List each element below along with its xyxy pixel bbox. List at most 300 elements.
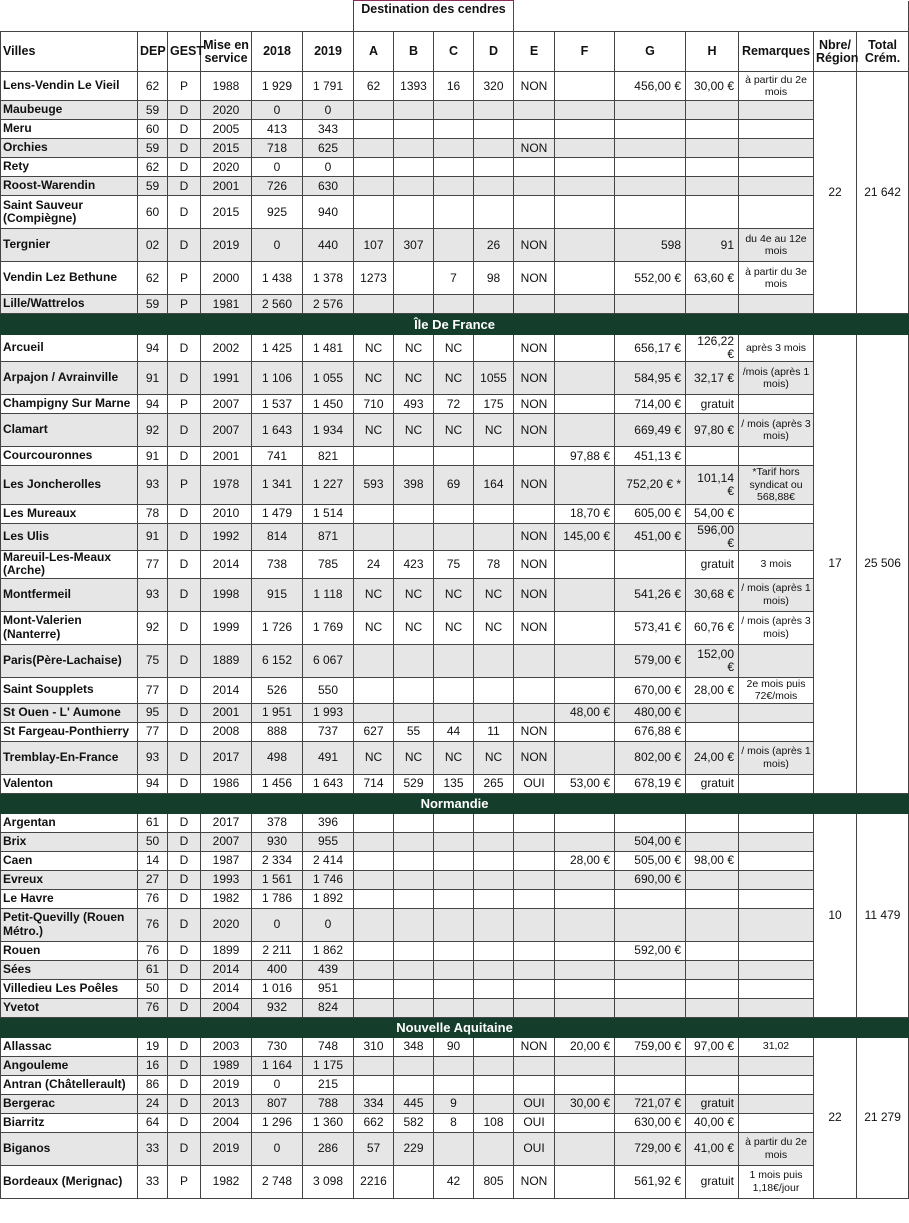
cell-c <box>434 447 474 466</box>
cell-gest: D <box>168 101 201 120</box>
cell-dep: 94 <box>138 335 168 362</box>
cell-mise: 2020 <box>201 908 252 941</box>
cell-g <box>615 139 686 158</box>
cell-b <box>394 908 434 941</box>
cell-g: 670,00 € <box>615 677 686 703</box>
cell-mise: 1889 <box>201 644 252 677</box>
cell-rem <box>739 1056 814 1075</box>
cell-y2018: 6 152 <box>252 644 303 677</box>
table-row <box>1 1075 909 1094</box>
cell-y2019: 951 <box>303 979 354 998</box>
cell-gest: D <box>168 158 201 177</box>
cell-e <box>514 889 555 908</box>
cell-d: NC <box>474 414 514 447</box>
cell-b <box>394 960 434 979</box>
cell-e <box>514 960 555 979</box>
cell-b: NC <box>394 578 434 611</box>
cell-f <box>555 335 615 362</box>
cell-g: 759,00 € <box>615 1037 686 1056</box>
cell-mise: 2000 <box>201 262 252 295</box>
cell-g: 721,07 € <box>615 1094 686 1113</box>
cell-city: Yvetot <box>1 998 138 1017</box>
region-nbre: 10 <box>814 813 857 1017</box>
cell-c <box>434 523 474 550</box>
col-villes: Villes <box>1 32 138 72</box>
cell-rem <box>739 177 814 196</box>
col-h: H <box>686 32 739 72</box>
cell-f <box>555 813 615 832</box>
cell-y2018: 738 <box>252 550 303 578</box>
cell-mise: 2004 <box>201 1113 252 1132</box>
cell-dep: 59 <box>138 139 168 158</box>
cell-b <box>394 523 434 550</box>
cell-d <box>474 908 514 941</box>
cell-b <box>394 832 434 851</box>
cell-e <box>514 1075 555 1094</box>
cell-h <box>686 101 739 120</box>
region-nbre: 22 <box>814 72 857 314</box>
cell-e: NON <box>514 523 555 550</box>
cell-g: 573,41 € <box>615 611 686 644</box>
cell-dep: 77 <box>138 677 168 703</box>
col-c: C <box>434 32 474 72</box>
cell-rem <box>739 998 814 1017</box>
cell-y2019: 2 414 <box>303 851 354 870</box>
col-total: Total Crém. <box>857 32 909 72</box>
cell-y2019: 439 <box>303 960 354 979</box>
cell-h <box>686 870 739 889</box>
cell-h <box>686 832 739 851</box>
cell-y2018: 718 <box>252 139 303 158</box>
cell-f <box>555 158 615 177</box>
cell-mise: 2002 <box>201 335 252 362</box>
cell-e: NON <box>514 741 555 774</box>
cell-rem: *Tarif hors syndicat ou 568,88€ <box>739 466 814 505</box>
cell-b <box>394 644 434 677</box>
cell-y2018: 0 <box>252 908 303 941</box>
cell-f <box>555 414 615 447</box>
cell-f <box>555 889 615 908</box>
cell-city: Allassac <box>1 1037 138 1056</box>
cell-rem <box>739 722 814 741</box>
cell-b <box>394 979 434 998</box>
cell-gest: D <box>168 979 201 998</box>
cell-city: Bordeaux (Merignac) <box>1 1165 138 1198</box>
cell-rem <box>739 1075 814 1094</box>
cell-y2019: 0 <box>303 158 354 177</box>
cell-g <box>615 1056 686 1075</box>
cell-d: 265 <box>474 774 514 793</box>
cell-rem: /mois (après 1 mois) <box>739 362 814 395</box>
cell-rem <box>739 395 814 414</box>
cell-dep: 59 <box>138 177 168 196</box>
cell-g <box>615 979 686 998</box>
cell-y2019: 1 791 <box>303 72 354 101</box>
cell-dep: 50 <box>138 979 168 998</box>
cell-city: Sées <box>1 960 138 979</box>
cell-h: 63,60 € <box>686 262 739 295</box>
cell-f <box>555 550 615 578</box>
cell-d <box>474 703 514 722</box>
table-row <box>1 229 909 262</box>
region-title: Île De France <box>1 314 909 335</box>
cell-y2018: 741 <box>252 447 303 466</box>
cell-h: 24,00 € <box>686 741 739 774</box>
cell-a: 2216 <box>354 1165 394 1198</box>
cell-g: 714,00 € <box>615 395 686 414</box>
cell-f <box>555 741 615 774</box>
cell-b <box>394 703 434 722</box>
cell-c <box>434 120 474 139</box>
cell-a: 662 <box>354 1113 394 1132</box>
cell-y2018: 1 537 <box>252 395 303 414</box>
cell-g: 678,19 € <box>615 774 686 793</box>
cell-e <box>514 101 555 120</box>
cell-b <box>394 504 434 523</box>
cell-mise: 1989 <box>201 1056 252 1075</box>
table-row <box>1 1056 909 1075</box>
cell-b: NC <box>394 362 434 395</box>
col-f: F <box>555 32 615 72</box>
cell-e <box>514 644 555 677</box>
col-g: G <box>615 32 686 72</box>
cell-c <box>434 851 474 870</box>
cell-mise: 2015 <box>201 196 252 229</box>
cell-y2019: 1 481 <box>303 335 354 362</box>
cell-rem <box>739 120 814 139</box>
cell-c: 75 <box>434 550 474 578</box>
cell-y2019: 3 098 <box>303 1165 354 1198</box>
cell-g <box>615 120 686 139</box>
cell-h <box>686 813 739 832</box>
cell-city: Valenton <box>1 774 138 793</box>
cell-mise: 1899 <box>201 941 252 960</box>
cell-g: 505,00 € <box>615 851 686 870</box>
cell-f <box>555 1113 615 1132</box>
cell-c <box>434 139 474 158</box>
cell-g: 579,00 € <box>615 644 686 677</box>
cell-f: 28,00 € <box>555 851 615 870</box>
cell-y2018: 1 341 <box>252 466 303 505</box>
cell-d <box>474 813 514 832</box>
cell-b <box>394 101 434 120</box>
cell-a <box>354 295 394 314</box>
cell-c: NC <box>434 335 474 362</box>
cell-c <box>434 979 474 998</box>
cell-gest: D <box>168 774 201 793</box>
cell-y2018: 932 <box>252 998 303 1017</box>
cell-a: 1273 <box>354 262 394 295</box>
cell-h: 596,00 € <box>686 523 739 550</box>
cell-y2019: 1 746 <box>303 870 354 889</box>
cell-c <box>434 644 474 677</box>
cell-dep: 77 <box>138 722 168 741</box>
cell-gest: D <box>168 196 201 229</box>
cell-e <box>514 813 555 832</box>
cell-mise: 1998 <box>201 578 252 611</box>
cell-city: Arcueil <box>1 335 138 362</box>
cell-b <box>394 196 434 229</box>
table-row <box>1 262 909 295</box>
cell-d <box>474 335 514 362</box>
table-row <box>1 1132 909 1165</box>
col-e: E <box>514 32 555 72</box>
cell-y2019: 625 <box>303 139 354 158</box>
cell-dep: 33 <box>138 1165 168 1198</box>
cell-d: NC <box>474 578 514 611</box>
cell-e: NON <box>514 722 555 741</box>
cell-y2018: 1 296 <box>252 1113 303 1132</box>
cell-rem <box>739 1094 814 1113</box>
cell-mise: 2001 <box>201 177 252 196</box>
table-body <box>1 72 909 1199</box>
cell-g: 676,88 € <box>615 722 686 741</box>
cell-b: 582 <box>394 1113 434 1132</box>
cell-y2019: 824 <box>303 998 354 1017</box>
cell-f <box>555 1165 615 1198</box>
cell-city: Les Ulis <box>1 523 138 550</box>
cell-a <box>354 158 394 177</box>
cell-dep: 91 <box>138 362 168 395</box>
cell-c <box>434 832 474 851</box>
cell-d <box>474 644 514 677</box>
cell-city: Courcouronnes <box>1 447 138 466</box>
cell-h: 40,00 € <box>686 1113 739 1132</box>
cell-city: Angouleme <box>1 1056 138 1075</box>
cell-city: Saint Sauveur (Compiègne) <box>1 196 138 229</box>
cell-d: NC <box>474 741 514 774</box>
cell-city: Mont-Valerien (Nanterre) <box>1 611 138 644</box>
cell-a: 593 <box>354 466 394 505</box>
cell-e: NON <box>514 550 555 578</box>
cell-h <box>686 158 739 177</box>
cell-gest: D <box>168 139 201 158</box>
table-row <box>1 466 909 505</box>
cell-rem <box>739 774 814 793</box>
cell-b: 423 <box>394 550 434 578</box>
cell-c <box>434 229 474 262</box>
cell-y2019: 785 <box>303 550 354 578</box>
cell-e <box>514 998 555 1017</box>
table-row <box>1 774 909 793</box>
header-top-row <box>1 1 909 32</box>
cell-y2018: 413 <box>252 120 303 139</box>
cell-mise: 2015 <box>201 139 252 158</box>
region-nbre: 22 <box>814 1037 857 1198</box>
cell-e <box>514 295 555 314</box>
cell-gest: D <box>168 703 201 722</box>
region-header <box>1 1017 909 1037</box>
cell-d <box>474 889 514 908</box>
col-gest: GEST <box>168 32 201 72</box>
cell-y2019: 1 514 <box>303 504 354 523</box>
cell-a: 710 <box>354 395 394 414</box>
cell-gest: D <box>168 578 201 611</box>
table-row <box>1 550 909 578</box>
cell-a <box>354 889 394 908</box>
cell-e <box>514 1056 555 1075</box>
cell-g <box>615 101 686 120</box>
cell-c <box>434 813 474 832</box>
cell-rem: / mois (après 3 mois) <box>739 414 814 447</box>
cell-mise: 1986 <box>201 774 252 793</box>
cell-e: OUI <box>514 1113 555 1132</box>
cell-y2018: 378 <box>252 813 303 832</box>
cell-dep: 16 <box>138 1056 168 1075</box>
cell-g: 480,00 € <box>615 703 686 722</box>
cell-dep: 93 <box>138 741 168 774</box>
table-row <box>1 741 909 774</box>
cell-rem: / mois (après 1 mois) <box>739 741 814 774</box>
cell-y2018: 730 <box>252 1037 303 1056</box>
cell-y2018: 1 456 <box>252 774 303 793</box>
cell-gest: D <box>168 1075 201 1094</box>
cell-mise: 2017 <box>201 813 252 832</box>
cell-e <box>514 196 555 229</box>
cell-y2018: 915 <box>252 578 303 611</box>
cell-f <box>555 979 615 998</box>
table-row <box>1 523 909 550</box>
cell-a <box>354 644 394 677</box>
cell-b: NC <box>394 741 434 774</box>
cell-dep: 76 <box>138 889 168 908</box>
cell-a <box>354 1056 394 1075</box>
cell-rem: à partir du 2e mois <box>739 1132 814 1165</box>
cell-rem <box>739 870 814 889</box>
cell-h <box>686 941 739 960</box>
table-row <box>1 979 909 998</box>
cell-g: 504,00 € <box>615 832 686 851</box>
cell-city: Paris(Père-Lachaise) <box>1 644 138 677</box>
cell-rem: à partir du 2e mois <box>739 72 814 101</box>
cell-d <box>474 120 514 139</box>
cell-d <box>474 832 514 851</box>
cell-mise: 1988 <box>201 72 252 101</box>
cell-mise: 1992 <box>201 523 252 550</box>
cell-gest: D <box>168 1113 201 1132</box>
cell-d <box>474 960 514 979</box>
cell-c: 42 <box>434 1165 474 1198</box>
cell-h: 41,00 € <box>686 1132 739 1165</box>
cell-c: NC <box>434 741 474 774</box>
cell-e <box>514 677 555 703</box>
col-dep: DEP <box>138 32 168 72</box>
cell-y2018: 2 560 <box>252 295 303 314</box>
cell-e: NON <box>514 1037 555 1056</box>
cell-e: NON <box>514 262 555 295</box>
cell-city: Biarritz <box>1 1113 138 1132</box>
cell-f <box>555 998 615 1017</box>
cell-b: 55 <box>394 722 434 741</box>
col-2018: 2018 <box>252 32 303 72</box>
cell-mise: 1978 <box>201 466 252 505</box>
cell-dep: 75 <box>138 644 168 677</box>
cell-rem: du 4e au 12e mois <box>739 229 814 262</box>
table-row <box>1 158 909 177</box>
cell-y2019: 940 <box>303 196 354 229</box>
cell-c <box>434 1075 474 1094</box>
cell-y2019: 1 450 <box>303 395 354 414</box>
cell-h <box>686 998 739 1017</box>
cell-gest: D <box>168 362 201 395</box>
cell-city: Lille/Wattrelos <box>1 295 138 314</box>
cell-f <box>555 960 615 979</box>
cell-c: 135 <box>434 774 474 793</box>
cell-e: OUI <box>514 774 555 793</box>
table-row <box>1 447 909 466</box>
cell-y2019: 955 <box>303 832 354 851</box>
table-row <box>1 941 909 960</box>
region-total: 21 642 <box>857 72 909 314</box>
cell-a <box>354 960 394 979</box>
cell-city: Rouen <box>1 941 138 960</box>
cell-rem: 1 mois puis 1,18€/jour <box>739 1165 814 1198</box>
cell-b <box>394 998 434 1017</box>
table-row <box>1 1037 909 1056</box>
header-row <box>1 32 909 72</box>
cell-y2018: 2 211 <box>252 941 303 960</box>
cell-h <box>686 139 739 158</box>
cell-y2019: 1 892 <box>303 889 354 908</box>
cell-city: St Fargeau-Ponthierry <box>1 722 138 741</box>
cell-b <box>394 447 434 466</box>
cell-b: 493 <box>394 395 434 414</box>
cell-d <box>474 979 514 998</box>
col-remarques: Remarques <box>739 32 814 72</box>
cell-city: Tergnier <box>1 229 138 262</box>
cell-y2019: 788 <box>303 1094 354 1113</box>
cell-gest: P <box>168 262 201 295</box>
cell-g: 656,17 € <box>615 335 686 362</box>
cell-city: Lens-Vendin Le Vieil <box>1 72 138 101</box>
cell-b: NC <box>394 414 434 447</box>
cell-dep: 91 <box>138 523 168 550</box>
cell-d: 320 <box>474 72 514 101</box>
cell-c: 72 <box>434 395 474 414</box>
table-row <box>1 295 909 314</box>
cell-gest: D <box>168 644 201 677</box>
cell-c <box>434 908 474 941</box>
cell-f <box>555 1056 615 1075</box>
cell-g <box>615 813 686 832</box>
col-d: D <box>474 32 514 72</box>
cell-y2019: 343 <box>303 120 354 139</box>
cell-y2018: 930 <box>252 832 303 851</box>
cell-y2019: 1 360 <box>303 1113 354 1132</box>
cell-rem <box>739 941 814 960</box>
cell-f <box>555 832 615 851</box>
cell-b <box>394 120 434 139</box>
cell-gest: D <box>168 611 201 644</box>
cell-h: gratuit <box>686 550 739 578</box>
cell-e: NON <box>514 466 555 505</box>
cell-g: 552,00 € <box>615 262 686 295</box>
cell-c: 8 <box>434 1113 474 1132</box>
cell-f <box>555 908 615 941</box>
cell-a: NC <box>354 578 394 611</box>
cell-y2018: 1 726 <box>252 611 303 644</box>
cell-e: NON <box>514 578 555 611</box>
cell-mise: 2003 <box>201 1037 252 1056</box>
cell-e: OUI <box>514 1132 555 1165</box>
cell-d <box>474 1094 514 1113</box>
cell-e: NON <box>514 611 555 644</box>
cell-gest: D <box>168 741 201 774</box>
cell-g <box>615 158 686 177</box>
cell-y2019: 1 769 <box>303 611 354 644</box>
cell-c: 69 <box>434 466 474 505</box>
cell-y2019: 1 934 <box>303 414 354 447</box>
